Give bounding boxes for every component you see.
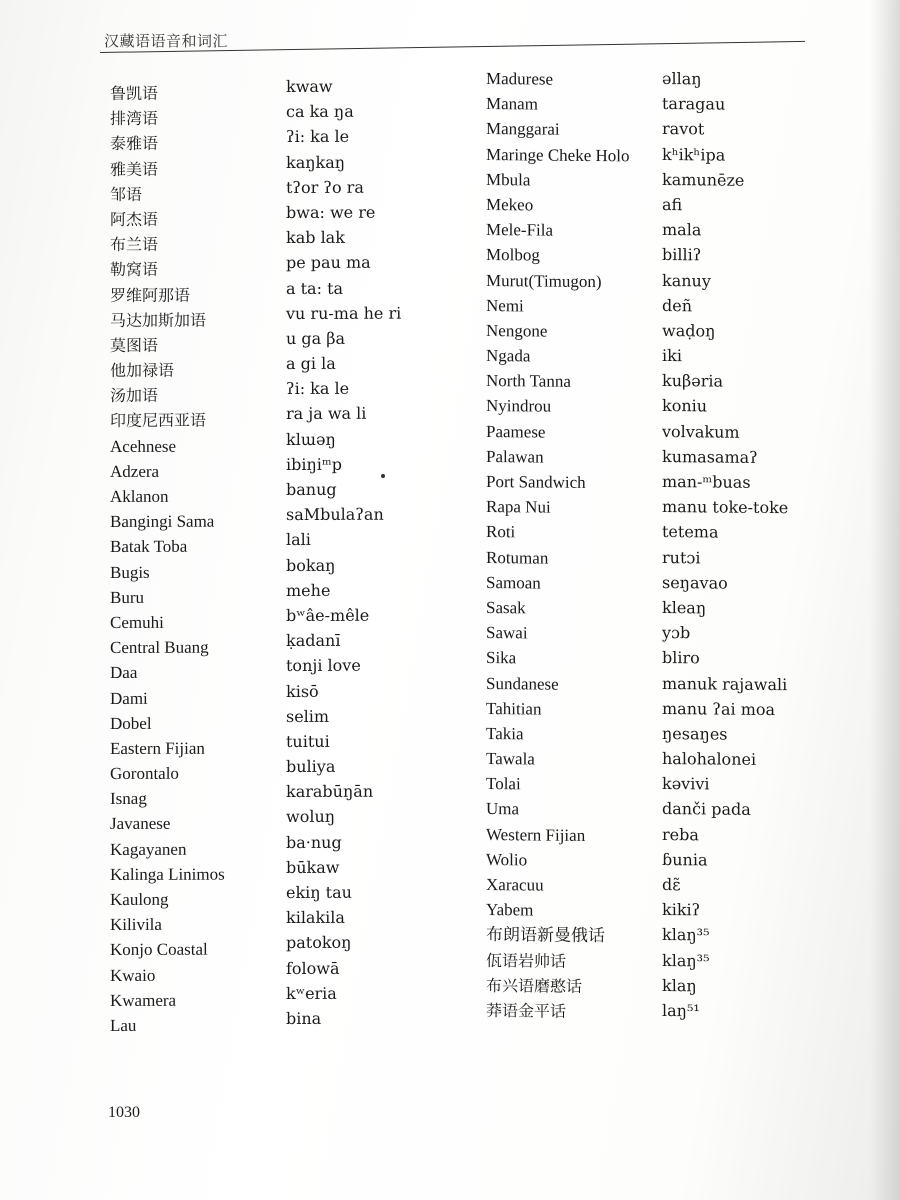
language-name: Takia bbox=[486, 723, 524, 744]
language-name: Port Sandwich bbox=[486, 472, 586, 492]
word-form: deñ bbox=[662, 295, 693, 315]
word-form: iki bbox=[662, 346, 682, 366]
language-name: 鲁凯语 bbox=[110, 83, 159, 103]
word-form: afi bbox=[662, 194, 683, 215]
word-form: kamunēze bbox=[662, 169, 745, 190]
word-form: mehe bbox=[286, 580, 331, 600]
word-form: klaŋ bbox=[662, 975, 697, 996]
language-name: Yabem bbox=[486, 900, 534, 920]
language-name: 布兰语 bbox=[110, 234, 159, 255]
word-form: man-ᵐbuas bbox=[662, 472, 751, 492]
language-name: 汤加语 bbox=[110, 386, 159, 406]
language-name: Bugis bbox=[110, 562, 150, 582]
language-name: Eastern Fijian bbox=[110, 738, 205, 758]
word-form: ibiŋiᵐp bbox=[286, 454, 342, 474]
word-form: ḳadanī bbox=[286, 630, 341, 651]
word-form: a gi la bbox=[286, 353, 336, 374]
word-form: bokaŋ bbox=[286, 555, 336, 575]
word-form: ɓunia bbox=[662, 849, 708, 870]
language-name: Daa bbox=[110, 663, 138, 683]
language-name: Rapa Nui bbox=[486, 497, 551, 517]
language-name: Dobel bbox=[110, 713, 152, 733]
language-name: Cemuhi bbox=[110, 612, 164, 632]
language-name: Western Fijian bbox=[486, 824, 586, 845]
word-form: rutɔi bbox=[662, 547, 701, 567]
language-name: Manam bbox=[486, 94, 538, 114]
word-form: folowā bbox=[286, 958, 340, 978]
language-name: 勒窝语 bbox=[110, 260, 159, 280]
word-form: kʰikʰipa bbox=[662, 144, 726, 165]
left-word-column bbox=[286, 74, 401, 1032]
word-form: kleaŋ bbox=[662, 597, 707, 618]
word-form: pe pau ma bbox=[286, 253, 371, 273]
language-name: Maringe Cheke Holo bbox=[486, 144, 630, 165]
ink-speck bbox=[381, 474, 385, 478]
language-name: 排湾语 bbox=[110, 109, 159, 129]
word-form: tetema bbox=[662, 522, 719, 542]
language-name: Nemi bbox=[486, 295, 524, 316]
language-name: 佤语岩帅话 bbox=[486, 950, 567, 971]
word-form: laŋ⁵¹ bbox=[662, 1000, 700, 1021]
language-name: Nyindrou bbox=[486, 396, 552, 417]
word-form: mala bbox=[662, 220, 702, 240]
language-name: Kaulong bbox=[110, 889, 169, 909]
language-name: Roti bbox=[486, 522, 516, 542]
word-form: seŋavao bbox=[662, 572, 728, 593]
word-form: selim bbox=[286, 706, 330, 726]
word-form: reba bbox=[662, 824, 699, 844]
word-form: patokoŋ bbox=[286, 933, 352, 953]
word-form: manu toke-toke bbox=[662, 497, 789, 518]
word-form: kanuy bbox=[662, 270, 711, 290]
word-form: tʔor ʔo ra bbox=[286, 177, 364, 197]
word-form: manu ʔai moa bbox=[662, 698, 776, 719]
language-name: Xaracuu bbox=[486, 875, 544, 895]
word-form: u ga βa bbox=[286, 328, 346, 348]
language-name: 印度尼西亚语 bbox=[110, 411, 207, 431]
language-name: Javanese bbox=[110, 814, 171, 834]
word-form: bliro bbox=[662, 648, 700, 668]
language-name: Adzera bbox=[110, 461, 160, 481]
word-form: kwaw bbox=[286, 76, 333, 96]
language-name: Isnag bbox=[110, 789, 147, 809]
word-form: koniu bbox=[662, 396, 708, 416]
word-form: ra ja wa li bbox=[286, 404, 367, 424]
language-name: Bangingi Sama bbox=[110, 511, 215, 532]
word-form: kilakila bbox=[286, 907, 345, 928]
word-form: taragau bbox=[662, 94, 726, 114]
word-form: kaŋkaŋ bbox=[286, 152, 346, 172]
language-name: Dami bbox=[110, 688, 148, 708]
word-form: waḍoŋ bbox=[662, 320, 716, 341]
language-name: Tawala bbox=[486, 749, 535, 769]
language-name: Madurese bbox=[486, 69, 554, 89]
language-name: Uma bbox=[486, 799, 520, 819]
word-form: billiʔ bbox=[662, 245, 702, 265]
word-form: kəvivi bbox=[662, 774, 710, 794]
language-name: 马达加斯加语 bbox=[110, 310, 207, 330]
word-form: ba·nug bbox=[286, 832, 342, 852]
word-form: yɔb bbox=[662, 623, 691, 643]
word-form: manuk rajawali bbox=[662, 673, 788, 694]
word-form: kumasamaʔ bbox=[662, 446, 758, 467]
language-name: Sika bbox=[486, 648, 517, 668]
language-name: Nengone bbox=[486, 320, 548, 341]
language-name: Mbula bbox=[486, 169, 531, 190]
word-form: klaŋ³⁵ bbox=[662, 950, 710, 971]
language-name: Lau bbox=[110, 1015, 137, 1035]
left-language-column bbox=[110, 81, 225, 1039]
language-name: Samoan bbox=[486, 572, 541, 593]
word-form: danči pada bbox=[662, 799, 751, 820]
language-name: Sundanese bbox=[486, 673, 559, 694]
word-form: ca ka ŋa bbox=[286, 101, 354, 122]
word-form: dɛ̃ bbox=[662, 875, 681, 895]
language-name: Central Buang bbox=[110, 637, 209, 658]
language-name: Wolio bbox=[486, 849, 528, 870]
word-form: tonji love bbox=[286, 656, 361, 676]
right-language-column bbox=[486, 66, 630, 1025]
word-form: kuβəria bbox=[662, 371, 724, 391]
language-name: 邹语 bbox=[110, 184, 143, 204]
language-name: Kilivila bbox=[110, 915, 162, 935]
word-form: buliya bbox=[286, 756, 336, 777]
word-form: kikiʔ bbox=[662, 900, 701, 920]
word-form: kab lak bbox=[286, 227, 345, 248]
language-name: 莽语金平话 bbox=[486, 1000, 567, 1021]
word-form: ekiŋ tau bbox=[286, 882, 352, 902]
word-form: kisō bbox=[286, 681, 319, 701]
word-form: saMbulaʔan bbox=[286, 504, 384, 525]
word-form: banug bbox=[286, 479, 337, 499]
language-name: Mekeo bbox=[486, 194, 534, 215]
word-form: woluŋ bbox=[286, 807, 336, 827]
word-form: a ta: ta bbox=[286, 278, 344, 298]
language-name: Gorontalo bbox=[110, 763, 179, 784]
language-name: 布兴语磨憨话 bbox=[486, 975, 583, 996]
language-name: Ngada bbox=[486, 346, 531, 366]
page-edge-shadow bbox=[870, 0, 900, 1200]
language-name: Tahitian bbox=[486, 698, 542, 719]
language-name: 阿杰语 bbox=[110, 209, 159, 229]
language-name: Rotuman bbox=[486, 547, 549, 568]
word-form: karabūŋān bbox=[286, 781, 374, 802]
language-name: Konjo Coastal bbox=[110, 940, 208, 960]
word-form: bʷâe-mêle bbox=[286, 605, 370, 625]
word-form: volvakum bbox=[662, 421, 740, 442]
language-name: 莫图语 bbox=[110, 335, 159, 355]
language-name: 泰雅语 bbox=[110, 134, 159, 154]
language-name: Kwamera bbox=[110, 990, 177, 1010]
word-form: vu ru-ma he ri bbox=[286, 303, 402, 323]
word-form: būkaw bbox=[286, 857, 340, 877]
language-name: Murut(Timugon) bbox=[486, 270, 602, 291]
language-name: 布朗语新曼俄话 bbox=[486, 925, 605, 946]
language-name: Mele-Fila bbox=[486, 220, 554, 240]
word-form: klɯəŋ bbox=[286, 429, 336, 449]
right-word-column bbox=[662, 66, 788, 1024]
language-name: Sawai bbox=[486, 623, 528, 643]
word-form: kʷeria bbox=[286, 983, 337, 1003]
language-name: Buru bbox=[110, 587, 144, 607]
word-form: əllaŋ bbox=[662, 69, 702, 89]
language-name: Kalinga Linimos bbox=[110, 864, 225, 884]
language-name: Palawan bbox=[486, 446, 544, 467]
language-name: 罗维阿那语 bbox=[110, 285, 191, 305]
word-form: ʔi: ka le bbox=[286, 127, 350, 147]
language-name: Aklanon bbox=[110, 486, 169, 506]
language-name: 他加禄语 bbox=[110, 360, 175, 381]
language-name: Molbog bbox=[486, 245, 540, 265]
language-name: 雅美语 bbox=[110, 159, 159, 179]
language-name: Batak Toba bbox=[110, 537, 188, 557]
word-form: ʔi: ka le bbox=[286, 379, 350, 399]
word-form: ŋesaŋes bbox=[662, 723, 728, 744]
page-number: 1030 bbox=[108, 1104, 140, 1121]
word-form: klaŋ³⁵ bbox=[662, 925, 710, 945]
language-name: Acehnese bbox=[110, 436, 177, 456]
word-form: bwa: we re bbox=[286, 202, 376, 222]
language-name: Sasak bbox=[486, 597, 526, 618]
word-form: halohalonei bbox=[662, 749, 757, 769]
language-name: Manggarai bbox=[486, 119, 560, 140]
language-name: Paamese bbox=[486, 421, 546, 442]
word-form: ravot bbox=[662, 119, 705, 139]
running-head: 汉藏语语音和词汇 bbox=[104, 32, 229, 50]
language-name: North Tanna bbox=[486, 371, 571, 392]
word-form: tuitui bbox=[286, 731, 330, 751]
word-form: bina bbox=[286, 1008, 322, 1028]
language-name: Kagayanen bbox=[110, 839, 187, 859]
word-form: lali bbox=[286, 530, 311, 550]
language-name: Tolai bbox=[486, 774, 521, 794]
language-name: Kwaio bbox=[110, 965, 156, 985]
